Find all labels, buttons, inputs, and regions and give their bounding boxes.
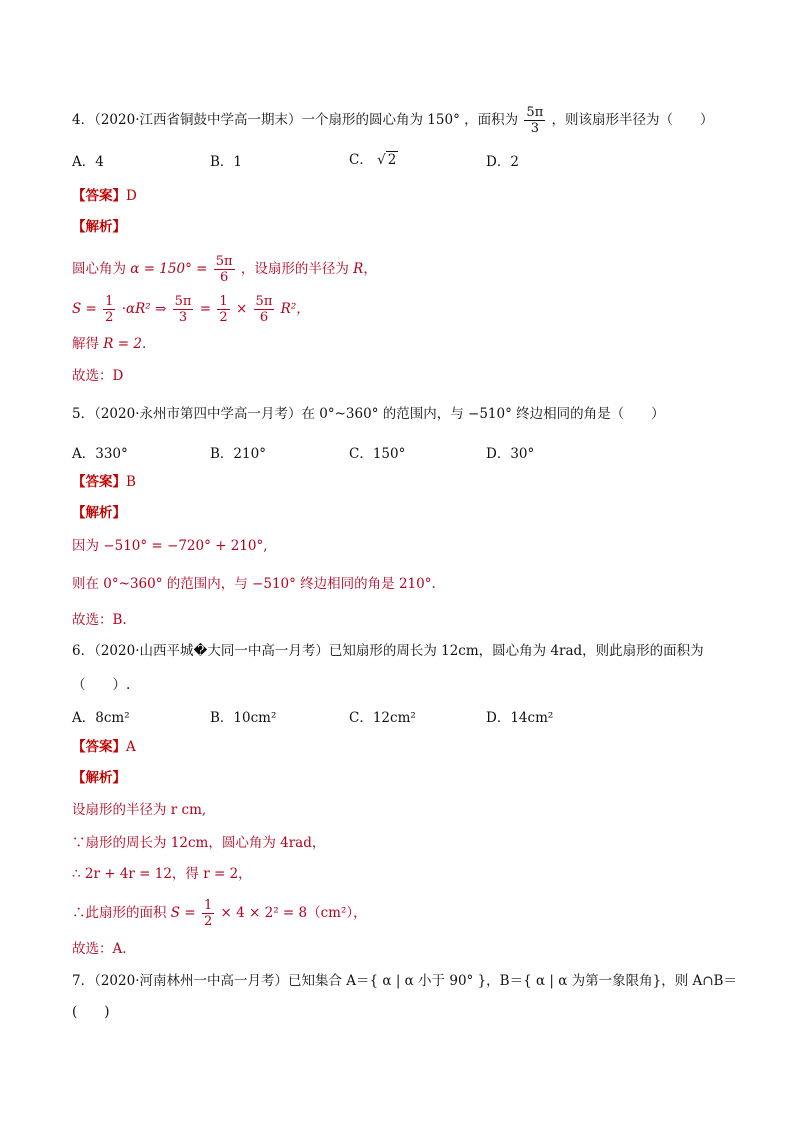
q5-option-d: D．30°: [486, 446, 535, 462]
sqrt-symbol: √ 2: [377, 152, 397, 168]
q5-analysis-line1: 因为 −510° = −720° + 210°,: [72, 538, 268, 554]
q4-option-d: D．2: [486, 154, 519, 170]
q4-answer: 【答案】D: [72, 188, 137, 204]
q6-analysis-line4: ∴此扇形的面积 S = $\frac{1}{2}$ × 4 × 2² = 8（cm²），: [72, 898, 367, 929]
q4-option-b: B．1: [210, 154, 243, 170]
q4-analysis-line4: 故选：D: [72, 368, 124, 384]
q6-analysis-line3: ∴ 2r + 4r = 12，得 r = 2，: [72, 866, 252, 882]
q4-area-fraction: $\frac{5\pi}{3}$: [526, 105, 544, 136]
q5-analysis-label: 【解析】: [72, 505, 126, 521]
q4-analysis-line1: 圆心角为 α = 150° = $\frac{5\pi}{6}$ ，设扇形的半径为 R，: [72, 254, 377, 285]
q7-stem-line2: ( ): [72, 1004, 110, 1020]
q6-analysis-label: 【解析】: [72, 770, 126, 786]
q6-analysis-line2: ∵扇形的周长为 12cm，圆心角为 4rad，: [72, 835, 326, 851]
q5-option-a: A．330°: [72, 446, 128, 462]
q4-option-c: C． √ 2: [349, 152, 397, 168]
q4-analysis-line3: 解得 R = 2.: [72, 336, 147, 352]
q6-option-d: D．14cm²: [486, 710, 554, 726]
q4-stem-text: 4．（2020·江西省铜鼓中学高一期末）一个扇形的圆心角为: [72, 112, 423, 128]
q6-stem-line2: （ ）.: [72, 677, 131, 693]
q5-option-b: B．210°: [210, 446, 266, 462]
q4-analysis-label: 【解析】: [72, 219, 126, 235]
q5-analysis-line2: 则在 0°~360° 的范围内，与 −510° 终边相同的角是 210°.: [72, 576, 436, 592]
q4-stem-mid: ，面积为: [464, 112, 519, 128]
q6-option-a: A．8cm²: [72, 710, 130, 726]
q6-option-c: C．12cm²: [349, 710, 416, 726]
q7-stem-line1: 7．（2020·河南林州一中高一月考）已知集合 A＝{ α | α 小于 90° }，B＝{ α | α 为第一象限角}，则 A∩B＝: [72, 973, 737, 989]
q6-stem-line1: 6．（2020·山西平城�大同一中高一月考）已知扇形的周长为 12cm，圆心角为 4rad，则此扇形的面积为: [72, 643, 704, 659]
q4-angle: 150°: [427, 112, 460, 128]
q5-answer: 【答案】B: [72, 474, 136, 490]
q6-answer: 【答案】A: [72, 739, 136, 755]
q6-analysis-line1: 设扇形的半径为 r cm,: [72, 802, 207, 818]
q4-analysis-line2: S = $\frac{1}{2}$ ·αR² ⇒ $\frac{5\pi}{3}$ = $\frac{1}{2}$ × $\frac{5\pi}{6}$ R²，: [72, 294, 310, 325]
q6-option-b: B．10cm²: [210, 710, 277, 726]
q5-stem: 5．（2020·永州市第四中学高一月考）在 0°~360° 的范围内，与 −510° 终边相同的角是（ ）: [72, 406, 665, 422]
q5-option-c: C．150°: [349, 446, 406, 462]
q6-analysis-line5: 故选：A.: [72, 941, 127, 957]
q5-analysis-line3: 故选：B.: [72, 612, 127, 628]
q4-stem-post: ，则该扇形半径为（ ）: [551, 112, 714, 128]
q4-stem: [72, 105, 714, 136]
q4-option-a: A．4: [72, 154, 104, 170]
